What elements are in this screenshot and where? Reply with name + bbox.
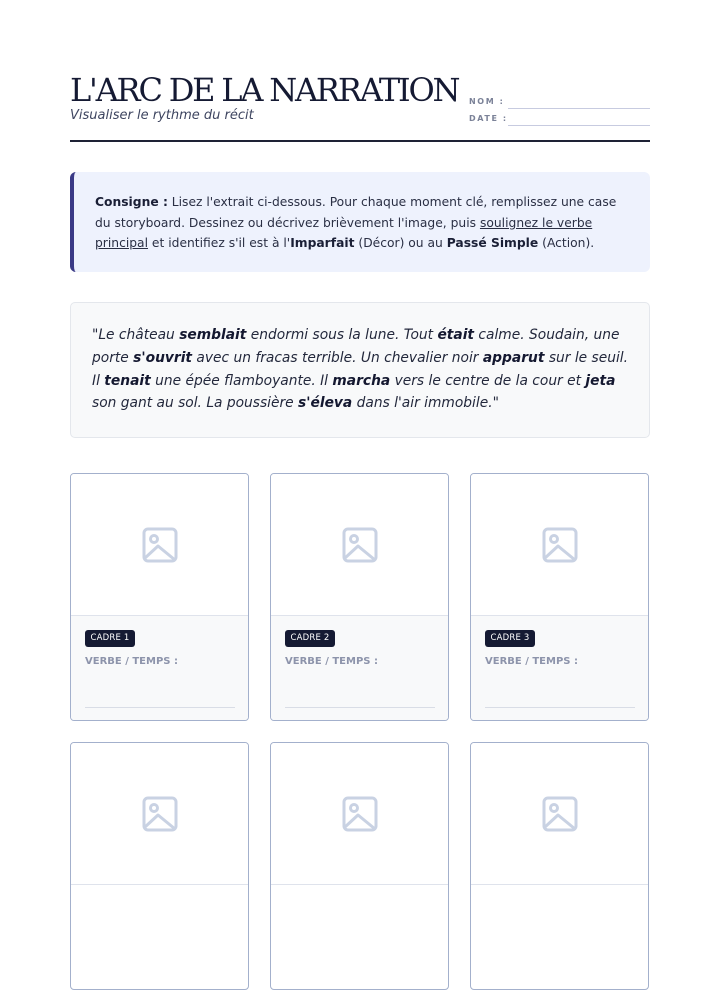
storyboard-frame-6[interactable] xyxy=(470,742,649,990)
frame-info xyxy=(471,616,648,720)
image-icon xyxy=(142,796,178,832)
excerpt-verb: marcha xyxy=(332,372,391,389)
excerpt-verb: tenait xyxy=(104,372,151,389)
excerpt-verb: semblait xyxy=(179,327,247,343)
storyboard-frame-4[interactable] xyxy=(70,742,249,990)
page-subtitle: Visualiser le rythme du récit xyxy=(70,108,254,123)
drawing-area[interactable] xyxy=(71,474,248,616)
date-field[interactable] xyxy=(469,114,650,128)
frame-info xyxy=(71,616,248,720)
name-label: NOM : xyxy=(469,97,505,106)
drawing-area[interactable] xyxy=(471,474,648,616)
frame-info xyxy=(271,616,448,720)
excerpt-text: "Le château xyxy=(92,327,180,343)
name-field[interactable] xyxy=(469,97,650,111)
verb-tense-line[interactable] xyxy=(285,707,435,708)
date-label: DATE : xyxy=(469,114,508,123)
excerpt-text: endormi sous la lune. Tout xyxy=(246,327,438,343)
verb-tense-line[interactable] xyxy=(485,707,635,708)
story-excerpt xyxy=(70,302,650,438)
verb-tense-label: VERBE / TEMPS : xyxy=(285,656,378,667)
image-icon xyxy=(142,527,178,563)
verb-tense-label: VERBE / TEMPS : xyxy=(85,656,178,667)
instructions-underlined: soulignez le verbe principal xyxy=(95,215,593,250)
instructions-text: Lisez l'extrait ci-dessous. Pour chaque moment clé, remplissez une case du storyboard. Dessinez ou décrivez brièvement l'image, puis xyxy=(95,195,617,230)
image-icon xyxy=(342,527,378,563)
verb-tense-label: VERBE / TEMPS : xyxy=(485,656,578,667)
excerpt-verb: s'éleva xyxy=(298,395,353,412)
drawing-area[interactable] xyxy=(271,474,448,616)
drawing-area[interactable] xyxy=(471,743,648,885)
instructions-term-passe-simple: Passé Simple xyxy=(446,236,539,250)
excerpt-text: dans l'air immobile." xyxy=(352,395,499,412)
frame-badge: CADRE 1 xyxy=(85,630,135,647)
excerpt-verb: était xyxy=(437,327,475,343)
worksheet-header xyxy=(70,72,650,142)
excerpt-verb: apparut xyxy=(482,349,545,366)
instructions-text: et identifiez s'il est à l' xyxy=(148,236,291,250)
instructions-lead: Consigne : xyxy=(95,195,168,209)
instructions-term-imparfait: Imparfait xyxy=(290,236,355,250)
image-icon xyxy=(542,527,578,563)
drawing-area[interactable] xyxy=(271,743,448,885)
verb-tense-line[interactable] xyxy=(85,707,235,708)
excerpt-verb: s'ouvrit xyxy=(133,349,193,366)
storyboard-frame-5[interactable] xyxy=(270,742,449,990)
storyboard-frame-1[interactable] xyxy=(70,473,249,721)
header-rule xyxy=(70,140,650,142)
date-line xyxy=(508,125,650,126)
storyboard-frame-3[interactable] xyxy=(470,473,649,721)
page-title: L'ARC DE LA NARRATION xyxy=(70,71,459,109)
excerpt-text: vers le centre de la cour et xyxy=(390,372,586,389)
image-icon xyxy=(542,796,578,832)
excerpt-text: son gant au sol. La poussière xyxy=(92,395,299,412)
excerpt-verb: jeta xyxy=(585,372,616,389)
image-icon xyxy=(342,796,378,832)
storyboard-frame-2[interactable] xyxy=(270,473,449,721)
instructions-text: (Action). xyxy=(538,236,595,250)
excerpt-text: une épée flamboyante. Il xyxy=(150,372,333,389)
excerpt-text: avec un fracas terrible. Un chevalier noir xyxy=(192,349,483,366)
frame-badge: CADRE 3 xyxy=(485,630,535,647)
frame-badge: CADRE 2 xyxy=(285,630,335,647)
instructions-text: (Décor) ou au xyxy=(354,236,447,250)
name-line xyxy=(508,108,650,109)
excerpt-text: sur le seuil. Il xyxy=(92,349,629,389)
excerpt-text: calme. Soudain, une porte xyxy=(92,327,620,366)
instructions-box xyxy=(70,172,650,272)
drawing-area[interactable] xyxy=(71,743,248,885)
